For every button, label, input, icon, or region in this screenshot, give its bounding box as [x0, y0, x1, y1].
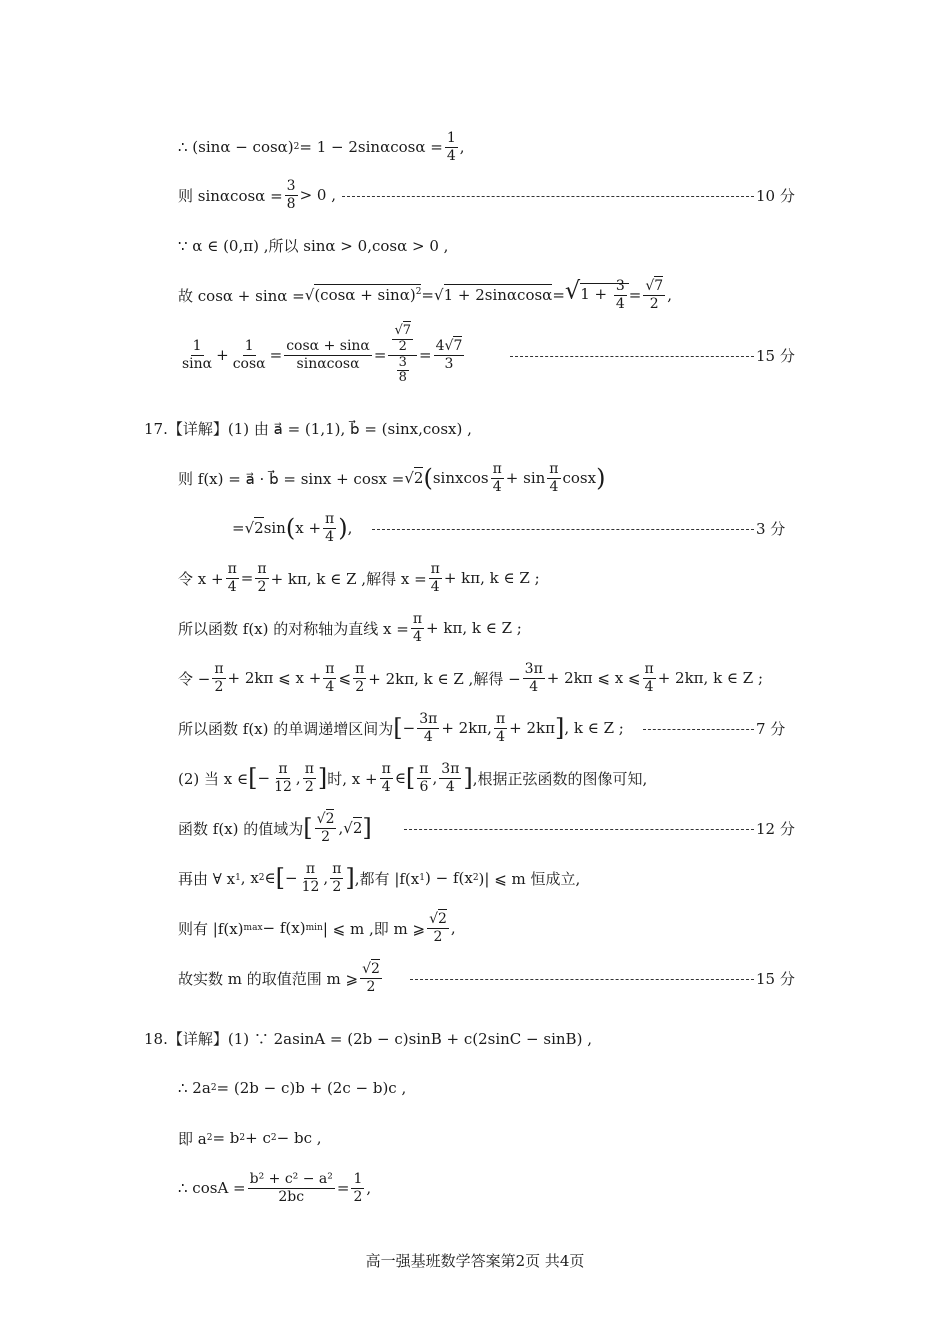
q18-line-2: ∴ 2a 2 = (2b − c)b + (2c − b)c , [178, 1079, 407, 1097]
text: , [459, 138, 465, 156]
q17-line-7: 所以函数 f(x) 的单调递增区间为 [ − $\frac{3\pi}{4}$ + 2kπ, $\frac{\pi}{4}$ + 2kπ ] , k ∈ Z ; [178, 711, 624, 745]
sqrt-expression: √1 + 2sinαcosα [434, 286, 553, 304]
solution-line-5 [178, 322, 466, 386]
score-marker: 15 分 [510, 330, 795, 380]
solution-line-3 [178, 220, 448, 270]
q18-heading: 18.【详解】(1) ∵ 2asinA = (2b − c)sinB + c(2sinC − sinB) , [144, 1029, 592, 1048]
sqrt-expression: $√(\cos\alpha + \sin\alpha)^2$ [304, 286, 422, 304]
text: > 0 , [299, 186, 336, 204]
score-marker: 15 分 [410, 953, 795, 1003]
score-marker: 3 分 [372, 503, 785, 553]
solution-line-1 [178, 122, 465, 172]
q17-line-2: 则 f(x) = a⃗ · b⃗ = sinx + cosx = √2 ( sinxcos $\frac{\pi}{4}$ + sin $\frac{\pi}{4}$ cosx ) [178, 461, 606, 495]
q17-line-5: 所以函数 f(x) 的对称轴为直线 x = $\frac{\pi}{4}$ + kπ, k ∈ Z ; [178, 611, 522, 645]
fraction: $\frac{3}{8}$ [286, 178, 296, 212]
compound-fraction: $\frac{\frac{√7}{2}}{\frac{3}{8}}$ [388, 324, 417, 387]
q17-line-3: = √2 sin ( x + $\frac{\pi}{4}$ ) , [232, 511, 353, 545]
q17-line-8: (2) 当 x ∈ [ − $\frac{\pi}{12}$ , $\frac{\pi}{2}$ ] 时, x + $\frac{\pi}{4}$ ∈ [ $\frac{\pi}{6}$ , $\frac{3\pi}{4}$ ] ,根据正弦函数的图像可知, [178, 761, 648, 795]
fraction: $\frac{1}{\sin\alpha}$ [182, 338, 213, 372]
solution-line-2 [178, 170, 336, 220]
solution-line-4 [178, 270, 672, 320]
fraction: $\frac{4√7}{3}$ [435, 338, 463, 372]
text: = [419, 346, 432, 364]
exponent: 2 [293, 142, 300, 152]
q17-line-11: 则有 |f(x) max − f(x) min | ⩽ m ,即 m ⩾ $\frac{√2}{2}$ , [178, 911, 456, 945]
text: = 1 − 2sinαcosα = [299, 138, 443, 156]
q17-line-4: 令 x + $\frac{\pi}{4}$ = $\frac{\pi}{2}$ + kπ, k ∈ Z ,解得 x = $\frac{\pi}{4}$ + kπ, k ∈ Z ; [178, 561, 540, 595]
score-marker: 12 分 [404, 803, 795, 853]
score-marker: 7 分 [643, 703, 785, 753]
text: ∴ (sinα − cosα) [178, 138, 294, 156]
fraction: $\frac{1}{4}$ [446, 130, 456, 164]
q17-line-10: 再由 ∀ x 1 , x 2 ∈ [ − $\frac{\pi}{12}$ , $\frac{\pi}{2}$ ] ,都有 |f(x 1 ) − f(x 2 )| ⩽ m 恒成立, [178, 861, 581, 895]
page-footer: 高一强基班数学答案第2页 共4页 [365, 1252, 585, 1270]
q18-line-3: 即 a 2 = b 2 + c 2 − bc , [178, 1129, 322, 1148]
text: 17.【详解】(1) 由 a⃗ = (1,1), b⃗ = (sinx,cosx) , [144, 419, 472, 438]
text: 故 cosα + sinα = [178, 286, 305, 305]
q17-heading [144, 403, 472, 453]
text: = [373, 346, 387, 364]
sqrt-expression: √1 + $\frac{3}{4}$ [565, 278, 629, 311]
text: + [216, 346, 229, 364]
fraction: $\frac{1}{\cos\alpha}$ [232, 338, 266, 372]
q17-line-12: 故实数 m 的取值范围 m ⩾ $\frac{√2}{2}$ [178, 961, 380, 995]
text: = [421, 286, 434, 304]
text: , [667, 286, 672, 304]
text: 则 sinαcosα = [178, 186, 283, 205]
fraction: $\frac{√7}{2}$ [645, 278, 664, 312]
score-marker: 10 分 [342, 170, 795, 220]
text: = [269, 346, 283, 364]
text: = [628, 286, 642, 304]
q17-line-6: 令 − $\frac{\pi}{2}$ + 2kπ ⩽ x + $\frac{\pi}{4}$ ⩽ $\frac{\pi}{2}$ + 2kπ, k ∈ Z ,解得 − $\frac{3\pi}{4}$ + 2kπ ⩽ x ⩽ $\frac{\pi}{4}$ + 2kπ, k ∈ Z ; [178, 661, 764, 695]
text: = [552, 286, 565, 304]
fraction: $\frac{\cos\alpha + \sin\alpha}{\sin\alpha\cos\alpha}$ [286, 338, 370, 372]
text: ∵ α ∈ (0,π) ,所以 sinα > 0,cosα > 0 , [178, 236, 449, 255]
q18-line-4: ∴ cosA = $\frac{\text{b² + c² − a²}}{2bc}$ = $\frac{1}{2}$ , [178, 1171, 372, 1205]
q17-line-9: 函数 f(x) 的值域为 [ $\frac{√2}{2}$ , √2 ] [178, 811, 372, 845]
